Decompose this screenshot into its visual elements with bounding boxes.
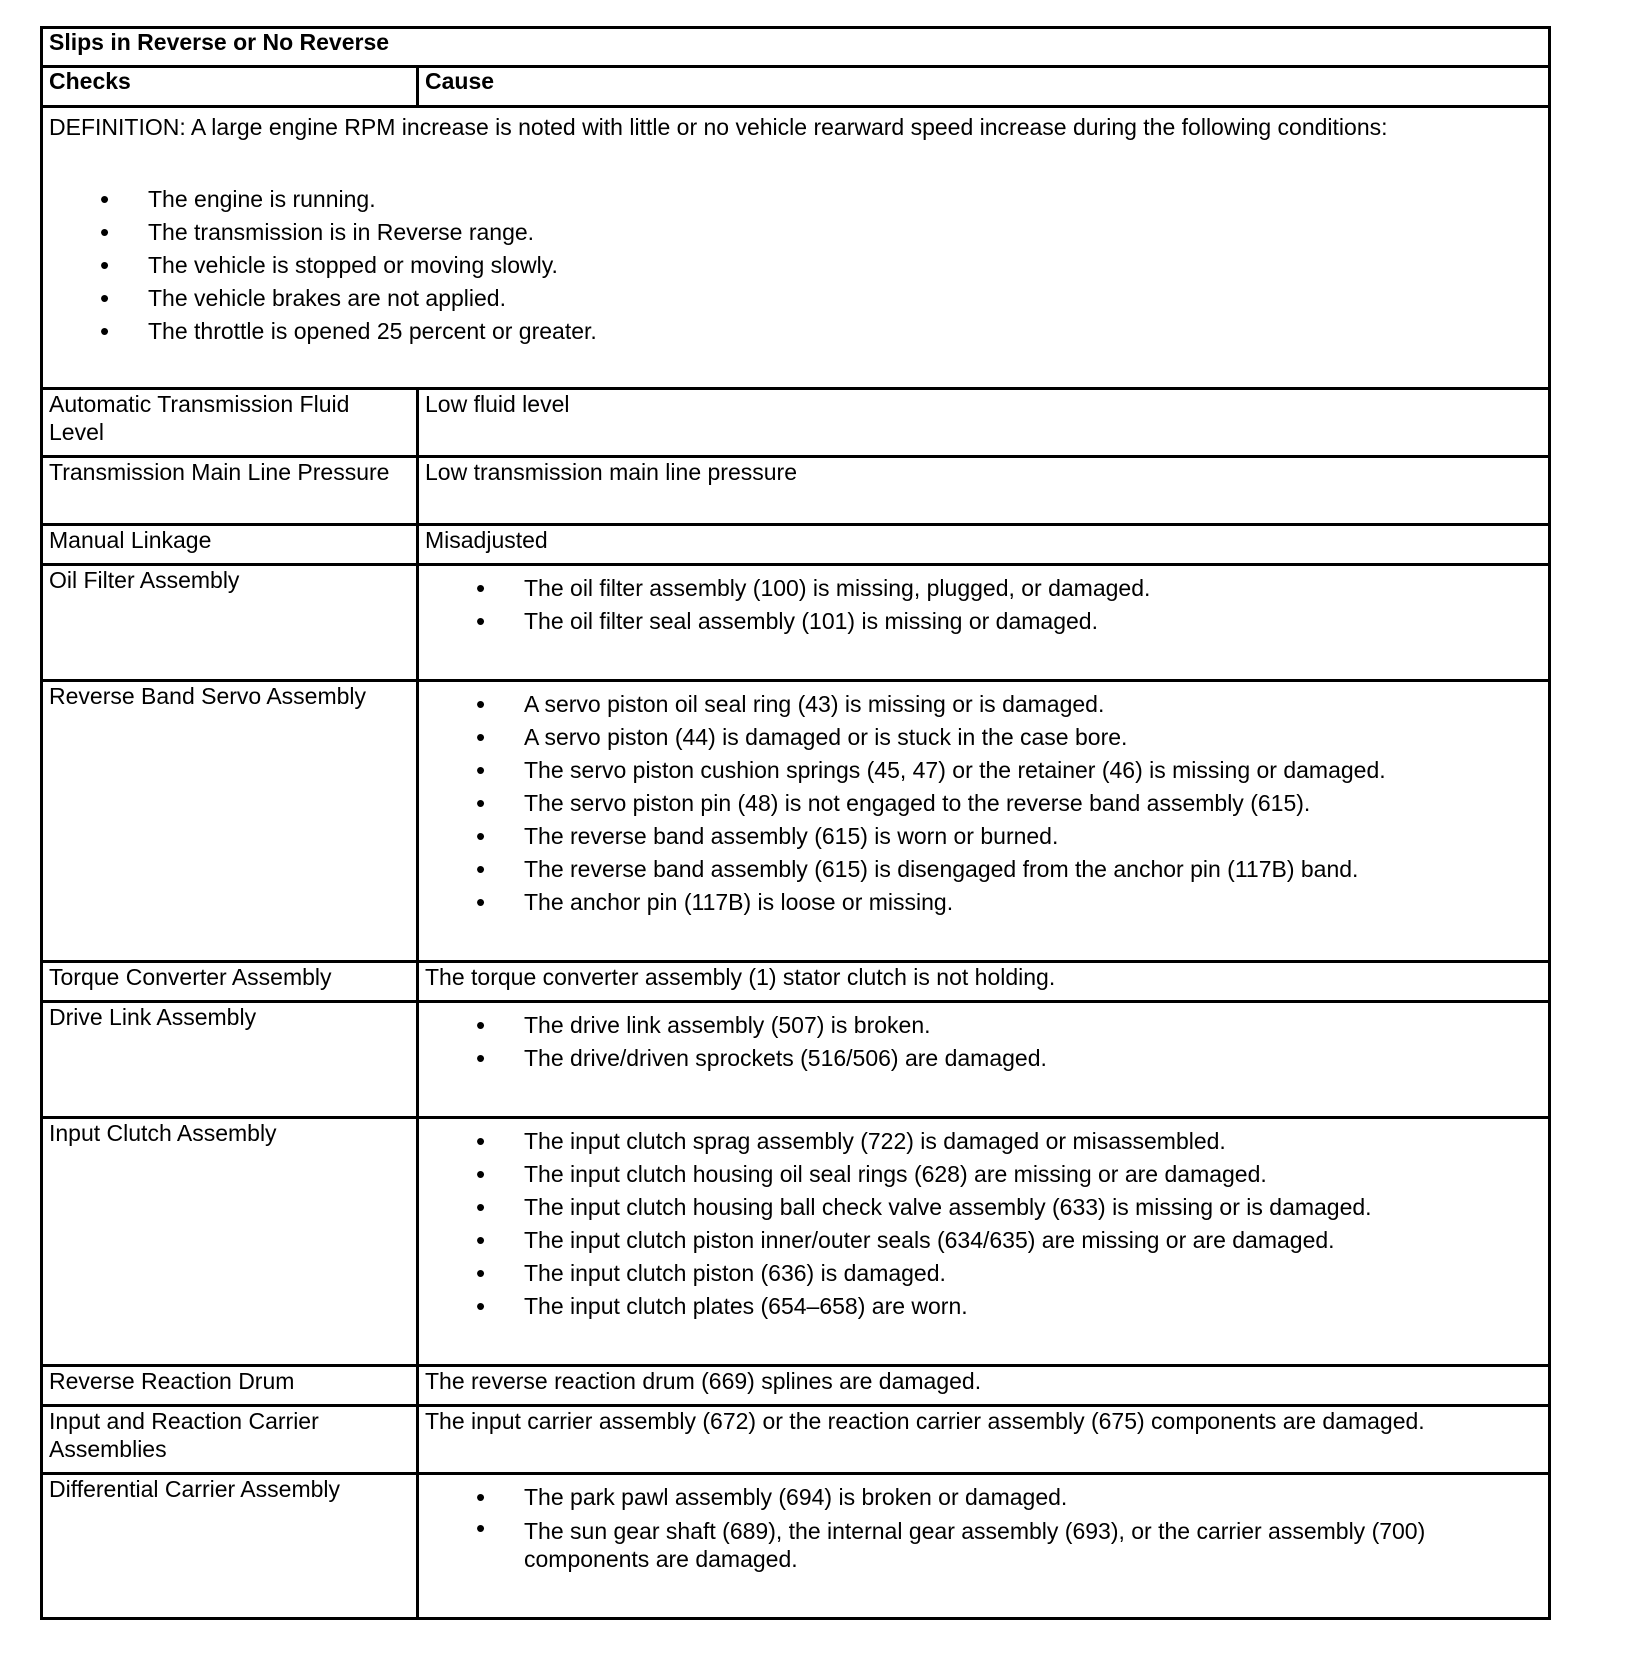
column-header-checks: Checks	[42, 67, 418, 107]
table-row	[42, 1406, 1550, 1474]
cause-list	[425, 688, 1542, 919]
cause-item: • The anchor pin (117B) is loose or missing.	[476, 886, 1542, 919]
check-cell: Input Clutch Assembly	[42, 1118, 418, 1366]
table-row	[42, 1474, 1550, 1619]
cause-item: • The reverse band assembly (615) is disengaged from the anchor pin (117B) band.	[476, 853, 1542, 886]
table-row	[42, 565, 1550, 681]
cause-list	[425, 1009, 1542, 1075]
cause-cell: The torque converter assembly (1) stator clutch is not holding.	[418, 962, 1550, 1002]
definition-text: DEFINITION: A large engine RPM increase is noted with little or no vehicle rearward speed increase during the following conditions:	[49, 114, 1388, 140]
condition-item: • The engine is running.	[100, 183, 1542, 216]
check-cell: Input and Reaction Carrier Assemblies	[42, 1406, 418, 1474]
table-row	[42, 525, 1550, 565]
cause-cell	[418, 1118, 1550, 1366]
cause-item: • The servo piston pin (48) is not engaged to the reverse band assembly (615).	[476, 787, 1542, 820]
cause-cell: Misadjusted	[418, 525, 1550, 565]
cause-cell	[418, 565, 1550, 681]
table-row	[42, 681, 1550, 962]
table-row	[42, 1118, 1550, 1366]
column-header-cause: Cause	[418, 67, 1550, 107]
table-row	[42, 1002, 1550, 1118]
table-row	[42, 1366, 1550, 1406]
cause-cell	[418, 1002, 1550, 1118]
cause-item: • The input clutch sprag assembly (722) is damaged or misassembled.	[476, 1125, 1542, 1158]
check-cell: Differential Carrier Assembly	[42, 1474, 418, 1619]
check-cell: Oil Filter Assembly	[42, 565, 418, 681]
cause-list	[425, 1125, 1542, 1323]
condition-item: • The transmission is in Reverse range.	[100, 216, 1542, 249]
cause-item: • A servo piston (44) is damaged or is stuck in the case bore.	[476, 721, 1542, 754]
check-cell: Torque Converter Assembly	[42, 962, 418, 1002]
condition-item: • The vehicle is stopped or moving slowly.	[100, 249, 1542, 282]
cause-item: • The input clutch piston (636) is damaged.	[476, 1257, 1542, 1290]
cause-cell	[418, 681, 1550, 962]
table-row	[42, 962, 1550, 1002]
cause-item: • The sun gear shaft (689), the internal gear assembly (693), or the carrier assembly (700) components are damaged.	[476, 1514, 1542, 1573]
cause-item: • The servo piston cushion springs (45, 47) or the retainer (46) is missing or damaged.	[476, 754, 1542, 787]
cause-item: • The park pawl assembly (694) is broken or damaged.	[476, 1481, 1542, 1514]
table-row	[42, 457, 1550, 525]
cause-item: • The input clutch plates (654–658) are worn.	[476, 1290, 1542, 1323]
table-title: Slips in Reverse or No Reverse	[42, 28, 1550, 67]
check-cell: Automatic Transmission Fluid Level	[42, 389, 418, 457]
cause-list	[425, 572, 1542, 638]
cause-item: • The oil filter seal assembly (101) is missing or damaged.	[476, 605, 1542, 638]
condition-list	[49, 183, 1542, 348]
table-row	[42, 389, 1550, 457]
cause-cell: The reverse reaction drum (669) splines are damaged.	[418, 1366, 1550, 1406]
definition-cell	[42, 107, 1550, 389]
check-cell: Reverse Reaction Drum	[42, 1366, 418, 1406]
cause-list	[425, 1481, 1542, 1573]
check-cell: Drive Link Assembly	[42, 1002, 418, 1118]
cause-item: • The drive link assembly (507) is broken.	[476, 1009, 1542, 1042]
cause-item: • The reverse band assembly (615) is worn or burned.	[476, 820, 1542, 853]
check-cell: Transmission Main Line Pressure	[42, 457, 418, 525]
cause-item: • The input clutch piston inner/outer seals (634/635) are missing or are damaged.	[476, 1224, 1542, 1257]
cause-item: • The drive/driven sprockets (516/506) are damaged.	[476, 1042, 1542, 1075]
check-cell: Manual Linkage	[42, 525, 418, 565]
condition-item: • The throttle is opened 25 percent or greater.	[100, 315, 1542, 348]
condition-item: • The vehicle brakes are not applied.	[100, 282, 1542, 315]
cause-item: • A servo piston oil seal ring (43) is missing or is damaged.	[476, 688, 1542, 721]
check-cell: Reverse Band Servo Assembly	[42, 681, 418, 962]
cause-item: • The oil filter assembly (100) is missing, plugged, or damaged.	[476, 572, 1542, 605]
cause-item: • The input clutch housing oil seal rings (628) are missing or are damaged.	[476, 1158, 1542, 1191]
cause-cell: The input carrier assembly (672) or the reaction carrier assembly (675) components are damaged.	[418, 1406, 1550, 1474]
cause-cell: Low fluid level	[418, 389, 1550, 457]
cause-cell	[418, 1474, 1550, 1619]
cause-item: • The input clutch housing ball check valve assembly (633) is missing or is damaged.	[476, 1191, 1542, 1224]
cause-cell: Low transmission main line pressure	[418, 457, 1550, 525]
diagnostic-table	[40, 26, 1551, 1620]
